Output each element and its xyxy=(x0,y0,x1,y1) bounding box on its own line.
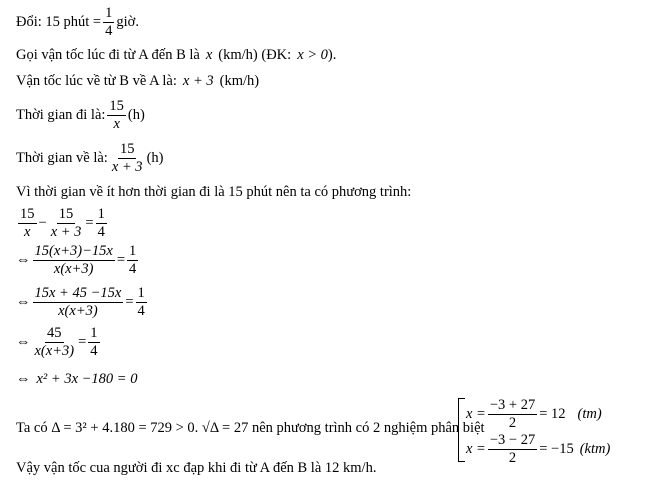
numerator: 15 xyxy=(118,142,137,159)
iff-symbol: ⇔ xyxy=(16,252,31,269)
numerator: 15 xyxy=(18,207,37,224)
text: (km/h) (ĐK: xyxy=(218,47,292,63)
numerator: 15 xyxy=(57,207,76,224)
fraction xyxy=(33,244,115,277)
numerator: 1 xyxy=(127,244,138,261)
math: x xyxy=(205,47,213,63)
text: Gọi vận tốc lúc đi từ A đến B là xyxy=(16,47,200,63)
tag: (ktm) xyxy=(579,441,611,458)
operator: = xyxy=(78,334,87,351)
math: x > 0 xyxy=(297,47,328,63)
numerator: −3 + 27 xyxy=(488,398,537,415)
numerator: 15(x+3)−15x xyxy=(33,244,115,261)
tag: (tm) xyxy=(577,406,602,423)
fraction xyxy=(110,142,145,175)
text: Ta có Δ = 3² + 4.180 = 729 > 0. √Δ = 27 nên phương trình có 2 nghiệm phân biệt xyxy=(16,420,485,436)
operator: = xyxy=(125,294,134,311)
fraction xyxy=(18,207,37,240)
iff-symbol: ⇔ xyxy=(16,334,31,351)
equation-3 xyxy=(16,286,149,319)
text: (h) xyxy=(146,150,164,167)
numerator: −3 − 27 xyxy=(488,433,537,450)
math: x² + 3x −180 = 0 xyxy=(36,371,138,387)
return-speed-line xyxy=(16,73,259,90)
equation-4 xyxy=(16,326,102,359)
denominator: x(x+3) xyxy=(53,261,94,278)
math: x = xyxy=(466,406,486,423)
denominator: x(x+3) xyxy=(58,303,98,320)
text: ). xyxy=(327,47,337,63)
conversion-line xyxy=(16,6,139,39)
text: = −15 xyxy=(539,441,574,458)
numerator: 1 xyxy=(103,6,114,23)
time-return-line xyxy=(16,142,163,175)
operator: = xyxy=(85,215,94,232)
fraction xyxy=(88,326,99,359)
fraction xyxy=(488,433,537,466)
numerator: 15x + 45 −15x xyxy=(33,286,124,303)
equation-5 xyxy=(16,371,137,388)
iff-symbol: ⇔ xyxy=(16,294,31,311)
equation-intro-line xyxy=(16,184,411,201)
variable-line xyxy=(16,47,336,64)
text: (h) xyxy=(127,107,145,124)
solution-bracket xyxy=(458,398,465,462)
numerator: 45 xyxy=(45,326,64,343)
denominator: x xyxy=(113,116,120,133)
text: giờ. xyxy=(116,14,139,31)
solution-1 xyxy=(466,398,602,431)
denominator: x + 3 xyxy=(111,159,143,176)
fraction xyxy=(127,244,138,277)
discriminant-line xyxy=(16,420,485,437)
fraction xyxy=(488,398,537,431)
operator: − xyxy=(38,215,47,232)
text: Vì thời gian về ít hơn thời gian đi là 15 phút nên ta có phương trình: xyxy=(16,184,412,200)
denominator: 4 xyxy=(90,343,98,360)
text: (km/h) xyxy=(219,73,260,89)
equation-2 xyxy=(16,244,140,277)
denominator: 4 xyxy=(129,261,137,278)
denominator: 4 xyxy=(105,23,113,40)
denominator: 2 xyxy=(508,415,517,432)
text: Thời gian về là: xyxy=(16,150,108,167)
numerator: 1 xyxy=(88,326,99,343)
text: Vận tốc lúc về từ B về A là: xyxy=(16,73,177,89)
numerator: 1 xyxy=(96,207,107,224)
time-go-line xyxy=(16,99,145,132)
fraction xyxy=(96,207,107,240)
text: Thời gian đi là: xyxy=(16,107,106,124)
denominator: x + 3 xyxy=(50,224,82,241)
operator: = xyxy=(116,252,126,269)
text: Vậy vận tốc cua người đi xc đạp khi đi từ A đến B là 12 km/h. xyxy=(16,460,377,476)
fraction xyxy=(107,99,126,132)
text: = 12 xyxy=(539,406,566,423)
denominator: 4 xyxy=(137,303,145,320)
denominator: x(x+3) xyxy=(34,343,75,360)
conclusion-line xyxy=(16,460,376,477)
fraction xyxy=(33,286,124,319)
fraction xyxy=(49,207,84,240)
text: Đổi: 15 phút = xyxy=(16,14,102,31)
numerator: 15 xyxy=(107,99,126,116)
denominator: x xyxy=(24,224,31,241)
math: x + 3 xyxy=(182,73,214,89)
denominator: 4 xyxy=(97,224,105,241)
iff-symbol: ⇔ xyxy=(16,371,31,387)
denominator: 2 xyxy=(508,450,517,467)
math: x = xyxy=(466,441,486,458)
equation-1 xyxy=(16,207,109,240)
fraction xyxy=(103,6,114,39)
solution-2 xyxy=(466,433,610,466)
numerator: 1 xyxy=(136,286,147,303)
fraction xyxy=(33,326,77,359)
fraction xyxy=(136,286,147,319)
